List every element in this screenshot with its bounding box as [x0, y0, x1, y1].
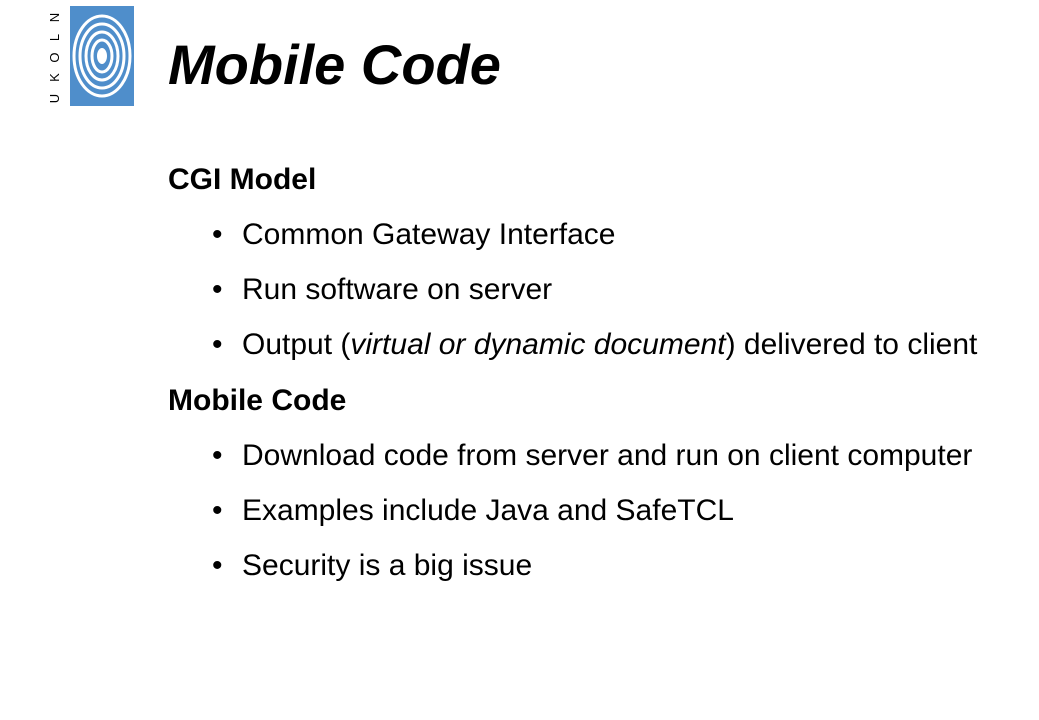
section-heading: CGI Model: [168, 163, 317, 196]
bullet-item: [168, 216, 1008, 254]
logo-letters: [42, 6, 66, 106]
bullet-text: ) delivered to client: [725, 328, 978, 361]
bullet-text: Examples include Java and SafeTCL: [242, 494, 734, 527]
bullet-item: [168, 547, 1008, 585]
bullet-marker: •: [212, 439, 223, 472]
bullet-item: [168, 437, 1008, 475]
bullet-item: [168, 326, 1008, 364]
bullet-marker: •: [212, 549, 223, 582]
page-title: Mobile Code: [168, 33, 501, 96]
bullet-list: [168, 437, 1008, 585]
logo-letter: L: [47, 33, 62, 42]
logo-letter: N: [47, 12, 62, 23]
logo-letter: U: [47, 93, 62, 104]
ukoln-swirl-icon: [70, 6, 134, 106]
logo-letter: O: [47, 52, 62, 63]
bullet-marker: •: [212, 218, 223, 251]
slide-content: [168, 160, 1008, 602]
logo-letter: K: [47, 73, 62, 82]
ukoln-logo: [42, 6, 134, 106]
bullet-text: Security is a big issue: [242, 549, 533, 582]
bullet-marker: •: [212, 273, 223, 306]
section-heading: Mobile Code: [168, 384, 347, 417]
bullet-text-italic: virtual or dynamic document: [350, 328, 726, 361]
bullet-item: [168, 271, 1008, 309]
bullet-text: Common Gateway Interface: [242, 218, 616, 251]
bullet-list: [168, 216, 1008, 364]
bullet-marker: •: [212, 328, 223, 361]
bullet-text: Output (: [242, 328, 351, 361]
bullet-text: Download code from server and run on client computer: [242, 439, 973, 472]
bullet-item: [168, 492, 1008, 530]
bullet-marker: •: [212, 494, 223, 527]
bullet-text: Run software on server: [242, 273, 553, 306]
